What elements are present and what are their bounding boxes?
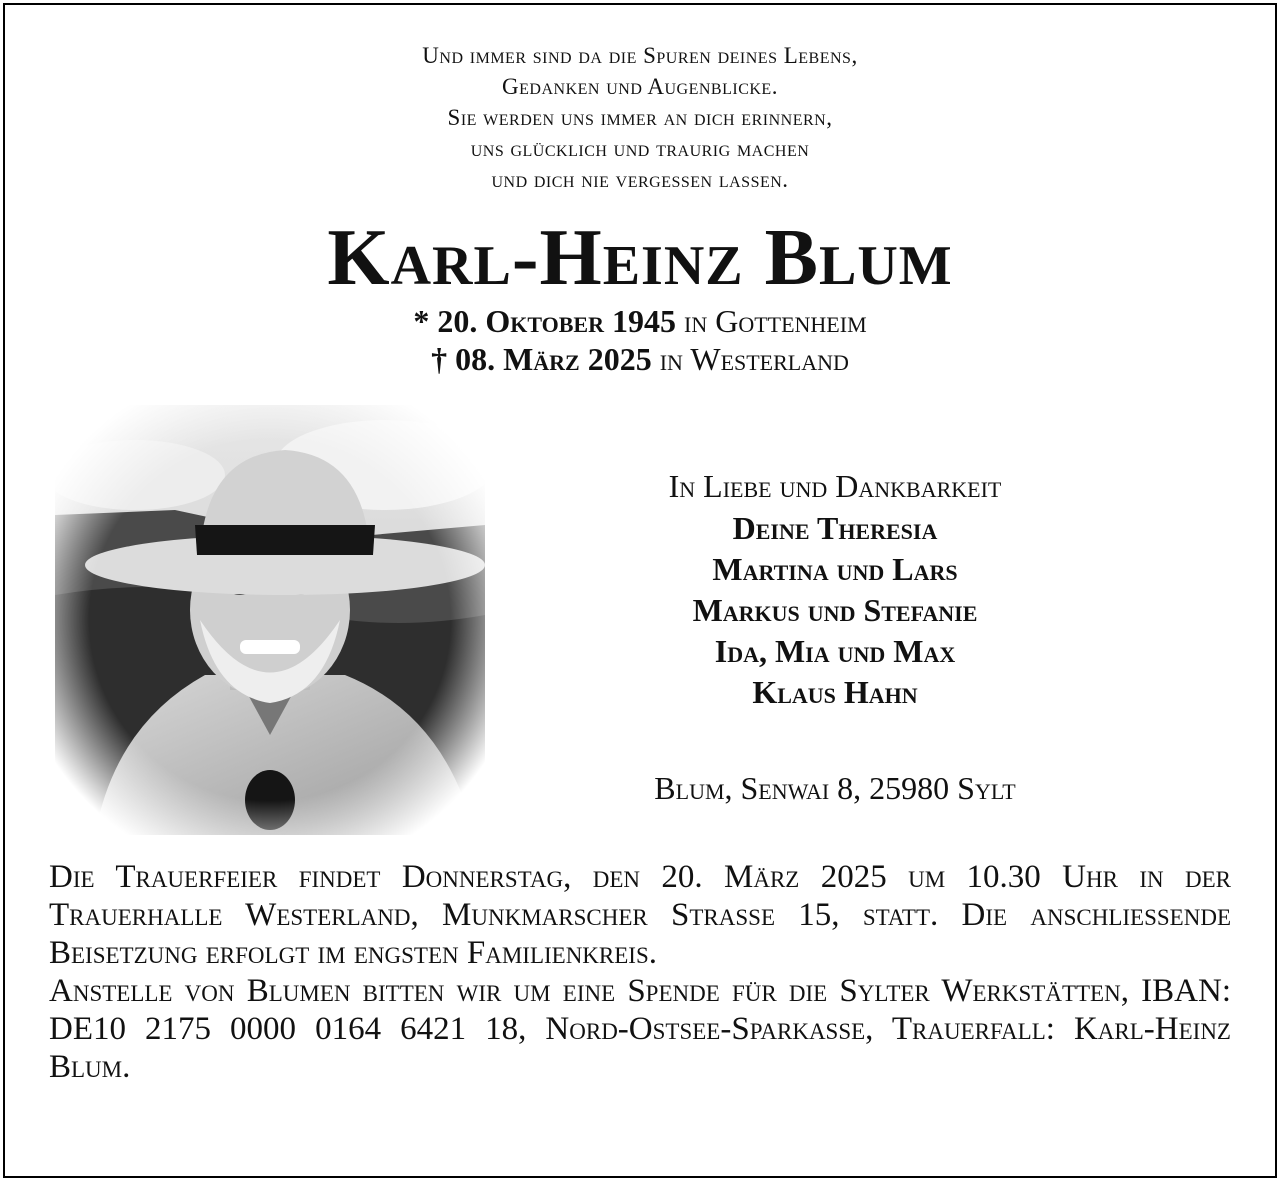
deceased-name: Karl-Heinz Blum (327, 214, 953, 302)
poem-line: Gedanken und Augenblicke. (502, 74, 778, 99)
death-date: † 08. März 2025 (431, 341, 652, 377)
portrait-photo (55, 405, 485, 835)
family-member: Klaus Hahn (752, 674, 918, 710)
birth-place: in Gottenheim (684, 303, 867, 339)
poem (0, 40, 1280, 195)
poem-line: Und immer sind da die Spuren deines Lebens, (422, 43, 858, 68)
family-address: Blum, Senwai 8, 25980 Sylt (654, 770, 1016, 806)
birth-line (0, 302, 1280, 340)
poem-line: und dich nie vergessen lassen. (491, 167, 789, 192)
death-place: in Westerland (659, 341, 849, 377)
ceremony-paragraph: Die Trauerfeier findet Donnerstag, den 20. März 2025 um 10.30 Uhr in der Trauerhalle Westerland, Munkmarscher Strasse 15, statt. Die anschliessende Beisetzung erfolgt im engsten Familienkreis. (49, 859, 1231, 971)
family-member: Ida, Mia und Max (714, 633, 956, 669)
family-member: Deine Theresia (732, 510, 938, 546)
birth-date: * 20. Oktober 1945 (413, 303, 676, 339)
portrait-icon (55, 405, 485, 835)
donation-paragraph: Anstelle von Blumen bitten wir um eine Spende für die Sylter Werkstätten, IBAN: DE10 2175 0000 0164 6421 18, Nord-Ostsee-Sparkasse, Trauerfall: Karl-Heinz Blum. (49, 973, 1231, 1085)
life-dates (0, 302, 1280, 378)
poem-line: Sie werden uns immer an dich erinnern, (447, 105, 833, 130)
death-line (0, 340, 1280, 378)
family-member: Martina und Lars (712, 551, 958, 587)
family-block (500, 464, 1170, 713)
notice-text (49, 858, 1231, 1086)
family-intro: In Liebe und Dankbarkeit (668, 468, 1002, 504)
poem-line: uns glücklich und traurig machen (470, 136, 810, 161)
family-member: Markus und Stefanie (692, 592, 978, 628)
